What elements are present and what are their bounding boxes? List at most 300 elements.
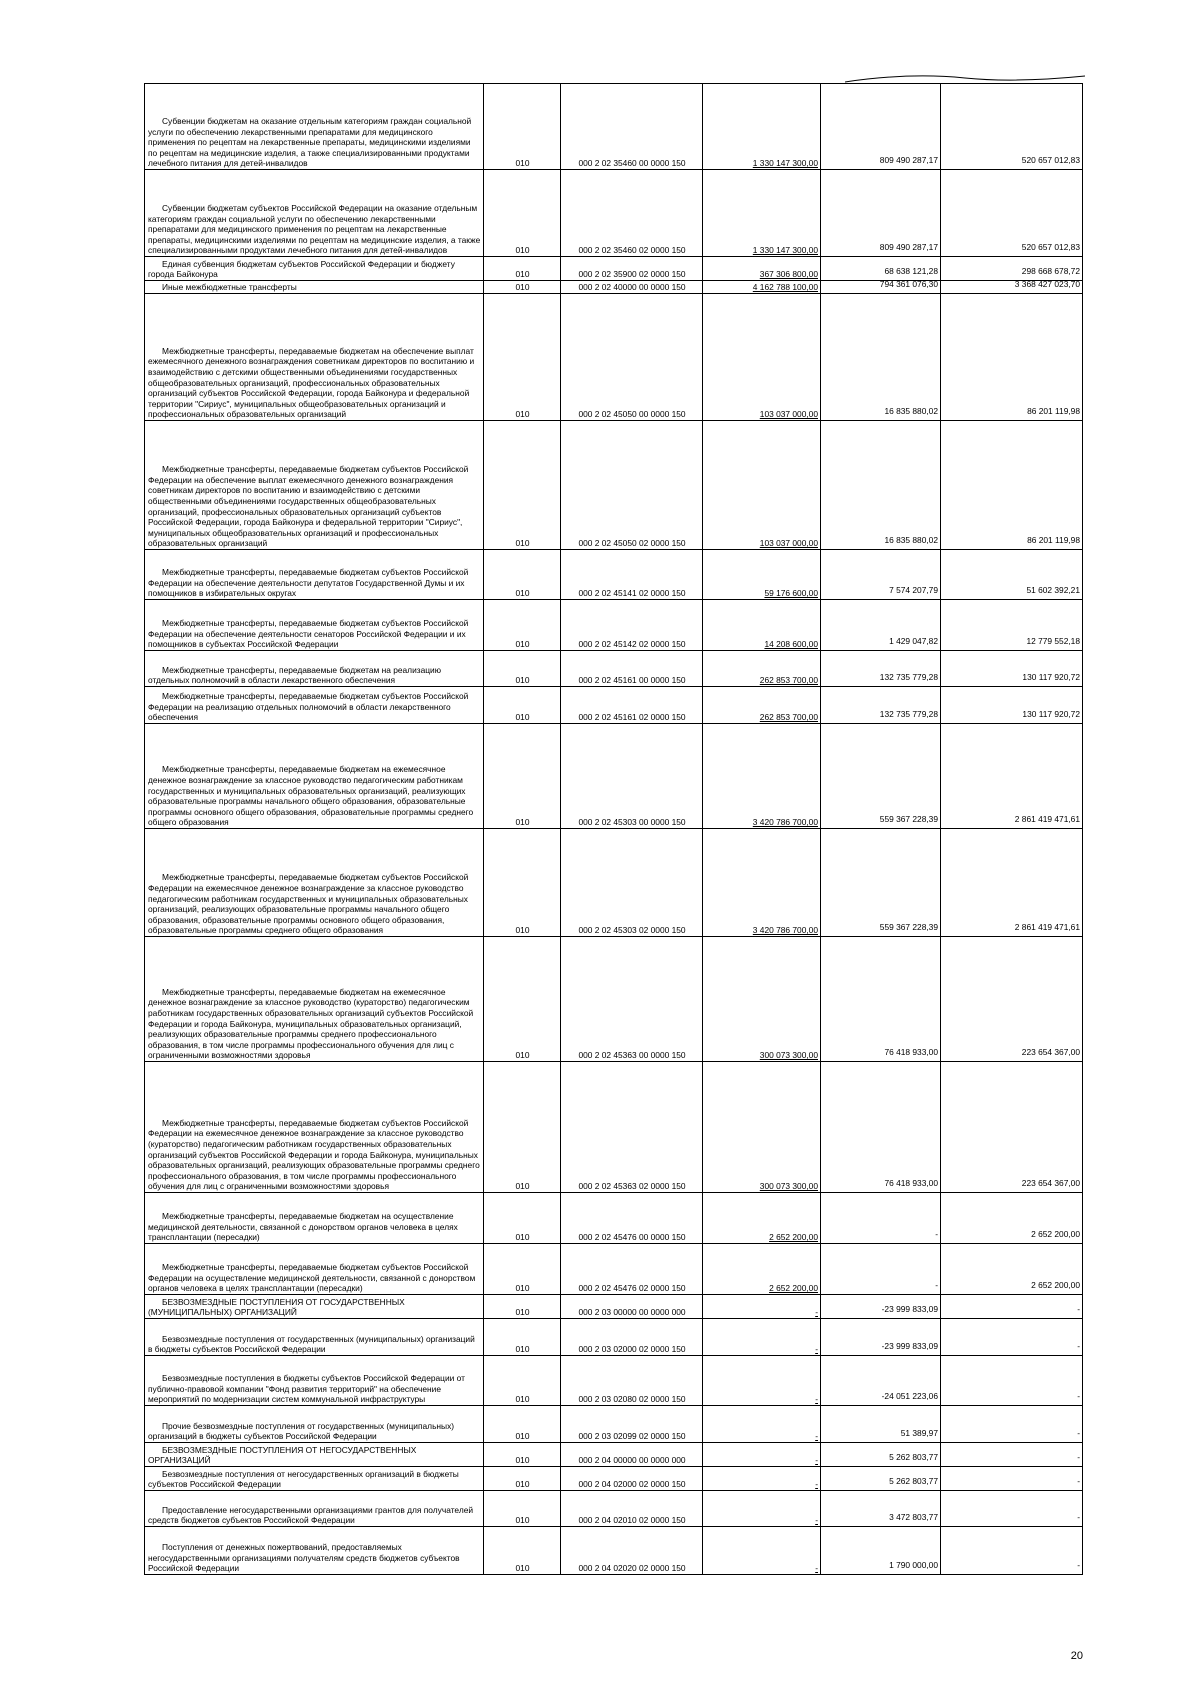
row-code-cell [484,687,561,724]
row-kbk-text: 000 2 03 02099 02 0000 150 [578,1431,686,1442]
row-approved-cell [703,421,821,550]
row-name-text: Поступления от денежных пожертвований, предоставляемых негосударственными организациями получателям средств бюджетов субъектов Российской Федерации [148,1542,460,1574]
row-approved-text: 3 420 786 700,00 [752,817,818,828]
row-code-text: 010 [515,282,530,293]
row-name-text: Межбюджетные трансферты, передаваемые бюджетам субъектов Российской Федерации на ежемесячное денежное вознаграждение за классное руководство педагогическим работникам государственных и муниципальных образовательных организаций, реализующих образовательные программы начального общего образования, образовательные программы основного общего образования, образовательные программы среднего общего образования [148,872,469,936]
table-row [145,1356,1083,1406]
row-remaining-cell [941,1295,1083,1319]
row-approved-cell [703,294,821,421]
row-kbk-cell [561,1062,703,1193]
row-approved-text: 3 420 786 700,00 [752,925,818,936]
row-remaining-text: 2 861 419 471,61 [1014,922,1080,933]
table-row [145,687,1083,724]
row-code-text: 010 [515,1232,530,1243]
row-code-text: 010 [515,1563,530,1574]
row-name-text: БЕЗВОЗМЕЗДНЫЕ ПОСТУПЛЕНИЯ ОТ ГОСУДАРСТВЕННЫХ (МУНИЦИПАЛЬНЫХ) ОРГАНИЗАЦИЙ [148,1296,405,1318]
row-executed-cell [821,724,941,829]
row-executed-text: -24 051 223,06 [881,1391,938,1402]
row-executed-cell [821,1295,941,1319]
table-row [145,1295,1083,1319]
row-executed-cell [821,170,941,257]
row-executed-text: 559 367 228,39 [879,922,938,933]
row-executed-text: 1 429 047,82 [889,636,938,647]
row-name-text: Единая субвенция бюджетам субъектов Российской Федерации и бюджету города Байконура [148,258,455,280]
page-number: 20 [1070,1650,1083,1662]
row-approved-text: - [815,1479,818,1490]
row-approved-text: 262 853 700,00 [759,675,818,686]
row-name-cell [145,687,484,724]
row-executed-text: 5 262 803,77 [889,1452,938,1463]
row-approved-text: 2 652 200,00 [769,1232,818,1243]
row-executed-text: 16 835 880,02 [884,535,938,546]
table-row [145,1193,1083,1244]
row-name-text: Безвозмездные поступления от государственных (муниципальных) организаций в бюджеты субъектов Российской Федерации [148,1333,475,1355]
row-remaining-cell [941,257,1083,281]
row-remaining-cell [941,1443,1083,1467]
row-approved-text: 1 330 147 300,00 [752,245,818,256]
row-remaining-cell [941,294,1083,421]
row-approved-cell [703,1491,821,1527]
row-remaining-text: 298 668 678,72 [1021,266,1080,277]
row-remaining-cell [941,937,1083,1062]
row-executed-cell [821,1443,941,1467]
row-executed-text: 809 490 287,17 [879,242,938,253]
row-executed-text: - [935,1229,938,1240]
table-row [145,257,1083,281]
row-name-cell [145,1244,484,1295]
row-executed-text: 1 790 000,00 [889,1560,938,1571]
row-remaining-cell [941,421,1083,550]
row-code-text: 010 [515,1181,530,1192]
row-executed-text: - [935,1280,938,1291]
row-code-text: 010 [515,1344,530,1355]
row-remaining-cell [941,550,1083,600]
row-approved-text: 14 208 600,00 [764,639,818,650]
row-kbk-cell [561,257,703,281]
row-name-text: Межбюджетные трансферты, передаваемые бюджетам на ежемесячное денежное вознаграждение за классное руководство педагогическим работникам государственных и муниципальных образовательных организаций, реализующих образовательные программы начального общего образования, образовательные программы основного общего образования, образовательные программы среднего общего образования [148,764,474,828]
row-executed-text: 132 735 779,28 [879,709,938,720]
table-row [145,724,1083,829]
row-approved-text: 300 073 300,00 [759,1050,818,1061]
row-approved-text: - [815,1307,818,1318]
row-code-cell [484,1062,561,1193]
row-remaining-text: 3 368 427 023,70 [1014,279,1080,290]
row-name-text: Межбюджетные трансферты, передаваемые бюджетам субъектов Российской Федерации на обеспечение деятельности сенаторов Российской Федерации и их помощников в субъектах Российской Федерации [148,618,469,650]
row-code-text: 010 [515,639,530,650]
row-name-text: Межбюджетные трансферты, передаваемые бюджетам на ежемесячное денежное вознаграждение за классное руководство (кураторство) педагогическим работникам государственных образовательных организаций субъектов Российской Федерации и города Байконура, муниципальных образовательных организаций, реализующих образовательные программы среднего профессионального образования, в том числе программы профессионального обучения для лиц с ограниченными возможностями здоровья [148,986,474,1061]
row-remaining-cell [941,600,1083,651]
row-code-text: 010 [515,1394,530,1405]
row-name-cell [145,1319,484,1356]
row-name-cell [145,1527,484,1575]
row-executed-cell [821,1356,941,1406]
row-code-text: 010 [515,675,530,686]
row-approved-cell [703,1244,821,1295]
row-remaining-text: 51 602 392,21 [1026,585,1080,596]
row-executed-cell [821,651,941,687]
row-code-text: 010 [515,269,530,280]
table-row [145,1527,1083,1575]
table-row [145,651,1083,687]
row-name-cell [145,1295,484,1319]
row-remaining-cell [941,1244,1083,1295]
row-code-cell [484,170,561,257]
row-code-cell [484,651,561,687]
row-executed-text: 5 262 803,77 [889,1476,938,1487]
row-code-cell [484,937,561,1062]
row-code-cell [484,421,561,550]
row-approved-text: - [815,1515,818,1526]
row-code-cell [484,1467,561,1491]
row-kbk-cell [561,1406,703,1443]
row-code-cell [484,1443,561,1467]
row-name-text: Иные межбюджетные трансферты [162,282,297,293]
table-body [145,84,1083,1575]
row-name-cell [145,724,484,829]
row-kbk-cell [561,281,703,294]
row-code-text: 010 [515,158,530,169]
row-executed-cell [821,1244,941,1295]
row-executed-cell [821,1319,941,1356]
row-kbk-cell [561,651,703,687]
row-executed-text: -23 999 833,09 [881,1341,938,1352]
row-kbk-text: 000 2 02 45161 00 0000 150 [578,675,686,686]
row-executed-cell [821,84,941,170]
row-remaining-text: 130 117 920,72 [1022,709,1080,720]
row-approved-cell [703,1319,821,1356]
table-row [145,550,1083,600]
row-remaining-cell [941,170,1083,257]
row-name-cell [145,294,484,421]
row-kbk-cell [561,687,703,724]
row-name-cell [145,600,484,651]
row-executed-text: 559 367 228,39 [879,814,938,825]
row-code-text: 010 [515,1283,530,1294]
row-approved-text: - [815,1455,818,1466]
row-executed-cell [821,1467,941,1491]
row-kbk-cell [561,170,703,257]
row-approved-cell [703,1356,821,1406]
row-remaining-text: - [1077,1341,1080,1352]
row-executed-cell [821,421,941,550]
row-code-cell [484,724,561,829]
row-kbk-cell [561,1193,703,1244]
row-approved-text: 367 306 800,00 [759,269,818,280]
row-code-cell [484,600,561,651]
row-kbk-text: 000 2 03 02000 02 0000 150 [578,1344,686,1355]
row-kbk-cell [561,294,703,421]
row-kbk-cell [561,550,703,600]
row-name-cell [145,1491,484,1527]
row-remaining-text: - [1077,1512,1080,1523]
row-kbk-text: 000 2 04 02020 02 0000 150 [578,1563,686,1574]
row-kbk-cell [561,1319,703,1356]
row-code-cell [484,1527,561,1575]
row-approved-text: - [815,1344,818,1355]
row-approved-text: 103 037 000,00 [759,409,818,420]
row-approved-text: - [815,1394,818,1405]
row-kbk-cell [561,84,703,170]
row-executed-text: 7 574 207,79 [889,585,938,596]
row-remaining-text: 2 861 419 471,61 [1014,814,1080,825]
row-kbk-cell [561,1295,703,1319]
row-code-cell [484,281,561,294]
row-approved-cell [703,1062,821,1193]
row-executed-text: 16 835 880,02 [884,406,938,417]
row-name-text: Безвозмездные поступления от негосударственных организаций в бюджеты субъектов Российской Федерации [148,1468,459,1490]
row-kbk-text: 000 2 02 45161 02 0000 150 [578,712,686,723]
table-row [145,600,1083,651]
row-executed-cell [821,1491,941,1527]
row-executed-text: 809 490 287,17 [879,155,938,166]
row-approved-text: 300 073 300,00 [759,1181,818,1192]
row-remaining-text: 86 201 119,98 [1027,535,1080,546]
row-approved-cell [703,550,821,600]
row-approved-cell [703,84,821,170]
row-approved-cell [703,1467,821,1491]
table-row [145,421,1083,550]
row-approved-cell [703,257,821,281]
row-approved-text: - [815,1431,818,1442]
row-kbk-text: 000 2 02 45050 00 0000 150 [578,409,686,420]
row-name-cell [145,281,484,294]
row-executed-cell [821,257,941,281]
row-approved-cell [703,600,821,651]
row-name-cell [145,257,484,281]
row-name-text: Предоставление негосударственными организациями грантов для получателей средств бюджетов субъектов Российской Федерации [148,1504,474,1526]
table-row [145,1062,1083,1193]
row-remaining-cell [941,687,1083,724]
table-row [145,937,1083,1062]
row-kbk-text: 000 2 04 02000 02 0000 150 [578,1479,686,1490]
row-name-cell [145,1193,484,1244]
row-kbk-text: 000 2 04 02010 02 0000 150 [578,1515,686,1526]
row-code-text: 010 [515,925,530,936]
row-code-cell [484,1491,561,1527]
row-code-text: 010 [515,1307,530,1318]
row-code-cell [484,550,561,600]
row-kbk-text: 000 2 02 45363 00 0000 150 [578,1050,686,1061]
row-remaining-cell [941,1527,1083,1575]
row-kbk-text: 000 2 02 45303 02 0000 150 [578,925,686,936]
row-kbk-cell [561,1244,703,1295]
row-kbk-text: 000 2 02 35460 02 0000 150 [578,245,686,256]
row-name-text: Субвенции бюджетам субъектов Российской Федерации на оказание отдельным категориям граждан социальной услуги по обеспечению лекарственными препаратами для медицинского применения по рецептам на лекарственные препараты, медицинскими изделиями по рецептам на медицинские изделия, а также специализированными продуктами лечебного питания для детей-инвалидов [148,203,481,256]
row-name-text: Межбюджетные трансферты, передаваемые бюджетам субъектов Российской Федерации на обеспечение деятельности депутатов Государственной Думы и их помощников в избирательных округах [148,567,469,599]
row-kbk-text: 000 2 02 35460 00 0000 150 [578,158,686,169]
row-executed-text: 794 361 076,30 [879,279,938,290]
row-kbk-text: 000 2 02 45141 02 0000 150 [578,588,686,599]
row-name-cell [145,651,484,687]
row-approved-text: 262 853 700,00 [759,712,818,723]
row-name-text: Межбюджетные трансферты, передаваемые бюджетам на реализацию отдельных полномочий в области лекарственного обеспечения [148,664,442,686]
row-remaining-cell [941,1467,1083,1491]
row-remaining-text: 2 652 200,00 [1031,1229,1080,1240]
row-code-text: 010 [515,588,530,599]
row-remaining-cell [941,84,1083,170]
row-kbk-cell [561,1356,703,1406]
row-kbk-text: 000 2 02 45476 02 0000 150 [578,1283,686,1294]
row-name-cell [145,1356,484,1406]
row-executed-cell [821,1527,941,1575]
row-name-cell [145,170,484,257]
table-row [145,1491,1083,1527]
row-remaining-cell [941,1356,1083,1406]
row-executed-cell [821,550,941,600]
row-remaining-text: 86 201 119,98 [1027,406,1080,417]
row-executed-text: 51 389,97 [900,1428,938,1439]
row-executed-text: 68 638 121,28 [884,266,938,277]
row-remaining-text: - [1077,1452,1080,1463]
row-approved-text: 103 037 000,00 [759,538,818,549]
row-approved-cell [703,651,821,687]
row-remaining-text: - [1077,1476,1080,1487]
row-approved-cell [703,687,821,724]
row-name-text: Межбюджетные трансферты, передаваемые бюджетам субъектов Российской Федерации на реализацию отдельных полномочий в области лекарственного обеспечения [148,691,469,723]
row-code-cell [484,1319,561,1356]
row-kbk-text: 000 2 03 02080 02 0000 150 [578,1394,686,1405]
row-approved-cell [703,1443,821,1467]
row-remaining-cell [941,281,1083,294]
row-kbk-cell [561,1491,703,1527]
row-executed-text: 132 735 779,28 [879,672,938,683]
row-code-cell [484,257,561,281]
row-executed-cell [821,687,941,724]
row-remaining-cell [941,1491,1083,1527]
row-name-cell [145,1443,484,1467]
table-row [145,1319,1083,1356]
row-executed-cell [821,294,941,421]
row-remaining-cell [941,1062,1083,1193]
row-executed-cell [821,937,941,1062]
row-kbk-text: 000 2 02 35900 02 0000 150 [578,269,686,280]
row-name-text: Прочие безвозмездные поступления от государственных (муниципальных) организаций в бюджеты субъектов Российской Федерации [148,1420,455,1442]
row-code-text: 010 [515,817,530,828]
row-approved-cell [703,1406,821,1443]
revenue-table [144,83,1083,1575]
row-approved-text: 4 162 788 100,00 [752,282,818,293]
row-code-text: 010 [515,1050,530,1061]
row-name-cell [145,937,484,1062]
row-remaining-cell [941,651,1083,687]
row-kbk-cell [561,600,703,651]
row-name-cell [145,1406,484,1443]
row-remaining-cell [941,1319,1083,1356]
row-name-cell [145,84,484,170]
row-kbk-text: 000 2 03 00000 00 0000 000 [578,1307,686,1318]
row-approved-cell [703,724,821,829]
table-row [145,170,1083,257]
row-approved-text: - [815,1563,818,1574]
row-approved-cell [703,1295,821,1319]
row-code-text: 010 [515,245,530,256]
table-row [145,1406,1083,1443]
row-code-cell [484,1356,561,1406]
row-kbk-text: 000 2 02 45476 00 0000 150 [578,1232,686,1243]
row-name-cell [145,1467,484,1491]
row-kbk-text: 000 2 02 40000 00 0000 150 [578,282,686,293]
row-code-cell [484,1244,561,1295]
row-remaining-cell [941,1406,1083,1443]
row-name-text: Межбюджетные трансферты, передаваемые бюджетам субъектов Российской Федерации на ежемесячное денежное вознаграждение за классное руководство (кураторство) педагогическим работникам государственных образовательных организаций субъектов Российской Федерации и города Байконура, муниципальных образовательных организаций, реализующих образовательные программы среднего профессионального образования, в том числе программы профессионального обучения для лиц с ограниченными возможностями здоровья [148,1117,480,1192]
row-remaining-cell [941,829,1083,937]
row-code-cell [484,1193,561,1244]
row-approved-text: 2 652 200,00 [769,1283,818,1294]
row-name-text: Межбюджетные трансферты, передаваемые бюджетам субъектов Российской Федерации на осуществление медицинской деятельности, связанной с донорством органов человека в целях трансплантации (пересадки) [148,1262,476,1294]
row-remaining-text: - [1077,1304,1080,1315]
row-kbk-cell [561,1527,703,1575]
row-name-text: Субвенции бюджетам на оказание отдельным категориям граждан социальной услуги по обеспечению лекарственными препаратами для медицинского применения по рецептам на лекарственные препараты, медицинскими изделиями по рецептам на медицинские изделия, а также специализированными продуктами лечебного питания для детей-инвалидов [148,116,472,169]
row-code-text: 010 [515,409,530,420]
row-code-cell [484,829,561,937]
row-code-cell [484,1295,561,1319]
row-kbk-cell [561,829,703,937]
row-executed-cell [821,1062,941,1193]
row-code-text: 010 [515,1455,530,1466]
row-kbk-cell [561,937,703,1062]
table-row [145,84,1083,170]
row-code-cell [484,84,561,170]
row-name-text: Межбюджетные трансферты, передаваемые бюджетам на осуществление медицинской деятельности, связанной с донорством органов человека в целях трансплантации (пересадки) [148,1211,458,1243]
row-approved-text: 1 330 147 300,00 [752,158,818,169]
row-approved-cell [703,170,821,257]
row-remaining-text: - [1077,1560,1080,1571]
row-code-text: 010 [515,712,530,723]
table-row [145,1467,1083,1491]
row-approved-cell [703,829,821,937]
row-remaining-text: 520 657 012,83 [1021,155,1080,166]
row-remaining-cell [941,724,1083,829]
row-executed-text: 76 418 933,00 [884,1047,938,1058]
row-executed-cell [821,600,941,651]
table-row [145,1443,1083,1467]
table-row [145,281,1083,294]
row-kbk-cell [561,724,703,829]
row-remaining-text: 130 117 920,72 [1022,672,1080,683]
row-name-cell [145,421,484,550]
row-remaining-text: 12 779 552,18 [1026,636,1080,647]
row-kbk-cell [561,421,703,550]
table-row [145,294,1083,421]
row-name-text: Межбюджетные трансферты, передаваемые бюджетам субъектов Российской Федерации на обеспечение выплат ежемесячного денежного вознаграждения советникам директоров по воспитанию и взаимодействию с детскими общественными объединениями государственных общеобразовательных организаций, профессиональных образовательных организаций субъектов Российской Федерации, города Байконура и федеральной территории "Сириус", муниципальных общеобразовательных организаций и профессиональных образовательных организаций [148,464,469,549]
row-remaining-text: 223 654 367,00 [1021,1178,1080,1189]
row-executed-cell [821,829,941,937]
row-remaining-text: 520 657 012,83 [1021,242,1080,253]
row-kbk-text: 000 2 02 45363 02 0000 150 [578,1181,686,1192]
row-kbk-text: 000 2 04 00000 00 0000 000 [578,1455,686,1466]
row-remaining-text: - [1077,1391,1080,1402]
row-code-text: 010 [515,538,530,549]
row-name-text: Безвозмездные поступления в бюджеты субъектов Российской Федерации от публично-правовой компании "Фонд развития территорий" на обеспечение мероприятий по модернизации систем коммунальной инфраструктуры [148,1373,465,1405]
row-executed-text: -23 999 833,09 [881,1304,938,1315]
row-kbk-text: 000 2 02 45142 02 0000 150 [578,639,686,650]
row-kbk-text: 000 2 02 45050 02 0000 150 [578,538,686,549]
row-executed-cell [821,1193,941,1244]
row-executed-cell [821,281,941,294]
row-code-text: 010 [515,1431,530,1442]
table-row [145,1244,1083,1295]
row-approved-cell [703,937,821,1062]
table-row [145,829,1083,937]
row-name-cell [145,829,484,937]
row-code-cell [484,1406,561,1443]
row-remaining-text: 2 652 200,00 [1031,1280,1080,1291]
row-approved-cell [703,281,821,294]
row-kbk-cell [561,1467,703,1491]
row-remaining-text: - [1077,1428,1080,1439]
row-code-cell [484,294,561,421]
row-name-text: Межбюджетные трансферты, передаваемые бюджетам на обеспечение выплат ежемесячного денежного вознаграждения советникам директоров по воспитанию и взаимодействию с детскими общественными объединениями государственных общеобразовательных организаций, профессиональных образовательных организаций субъектов Российской Федерации, города Байконура и федеральной территории "Сириус", муниципальных общеобразовательных организаций и профессиональных образовательных организаций [148,345,475,420]
